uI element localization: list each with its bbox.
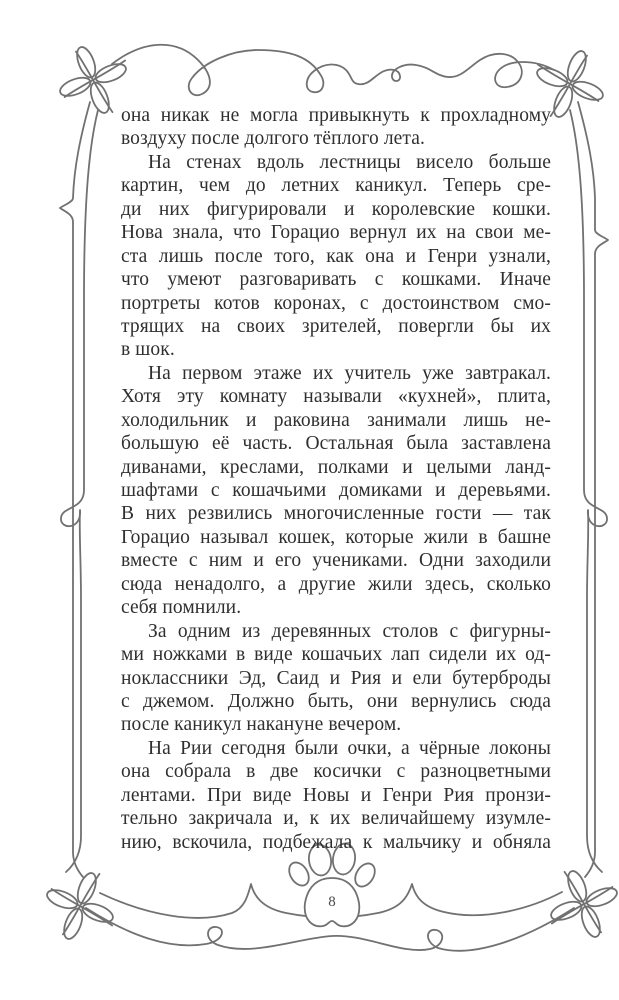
text-line: она никак не могла привыкнуть к прохладному [121, 105, 551, 126]
text-line: вместе с ним и его учениками. Одни заходили [121, 550, 551, 572]
text-line: На стенах вдоль лестницы висело больше [148, 151, 551, 173]
text-line: ди них фигурировали и королевские кошки. [121, 198, 551, 220]
text-line: большую её часть. Остальная была заставлена [121, 433, 551, 455]
text-line: диванами, креслами, полками и целыми ланд- [121, 456, 551, 478]
text-line: На Рии сегодня были очки, а чёрные локоны [148, 737, 551, 759]
text-line: лентами. При виде Новы и Генри Рия пронзи- [121, 784, 551, 806]
text-line: портреты котов коронах, с достоинством смо- [121, 292, 551, 314]
text-line: На первом этаже их учитель уже завтракал. [148, 362, 551, 384]
page-number: 8 [328, 894, 336, 910]
text-line: За одним из деревянных столов с фигурны- [148, 620, 551, 642]
text-line: в шок. [121, 339, 175, 361]
text-line: тельно закричала и, к их величайшему изумле- [121, 808, 551, 830]
corner-clover-bottom-left-icon [41, 867, 120, 946]
text-line: трящих на своих зрителей, повергли бы их [121, 315, 551, 337]
text-line: Горацио называл кошек, которые жили в башне [121, 526, 551, 548]
text-line: шафтами с кошачьими домиками и деревьями. [121, 480, 551, 501]
corner-clover-bottom-right-icon [545, 865, 619, 944]
text-line: себя помнили. [121, 597, 242, 619]
text-line: что умеют разговаривать с кошками. Иначе [121, 269, 551, 291]
page-text [121, 104, 551, 854]
paw-print-icon [285, 842, 379, 926]
top-flourish [112, 45, 554, 96]
text-line: она собрала в две косички с разноцветными [121, 761, 551, 783]
text-line: воздуху после долгого тёплого лета. [121, 128, 426, 150]
text-line: ноклассники Эд, Саид и Рия и ели бутерброды [121, 667, 551, 689]
text-line: холодильник и раковина занимали лишь не- [121, 409, 551, 431]
text-line: ста лишь после того, как она и Генри узнали, [121, 245, 551, 267]
text-line: с джемом. Должно быть, они вернулись сюда [121, 690, 551, 712]
text-line: сюда ненадолго, а другие жили здесь, сколько [121, 573, 551, 595]
text-line: картин, чем до летних каникул. Теперь сре- [121, 175, 551, 197]
text-line: ми ножками в виде кошачьих лап сидели их од- [121, 644, 551, 666]
text-line: после каникул накануне вечером. [121, 714, 402, 736]
text-line: Нова знала, что Горацио вернул их на свои ме- [121, 222, 551, 244]
text-line: В них резвились многочисленные гости — так [121, 503, 551, 525]
text-line: нию, вскочила, подбежала к мальчику и обняла [121, 831, 551, 853]
left-border-rule [60, 102, 98, 877]
text-line: Хотя эту комнату называли «кухней», плита, [121, 386, 551, 408]
right-border-rule [570, 102, 608, 877]
